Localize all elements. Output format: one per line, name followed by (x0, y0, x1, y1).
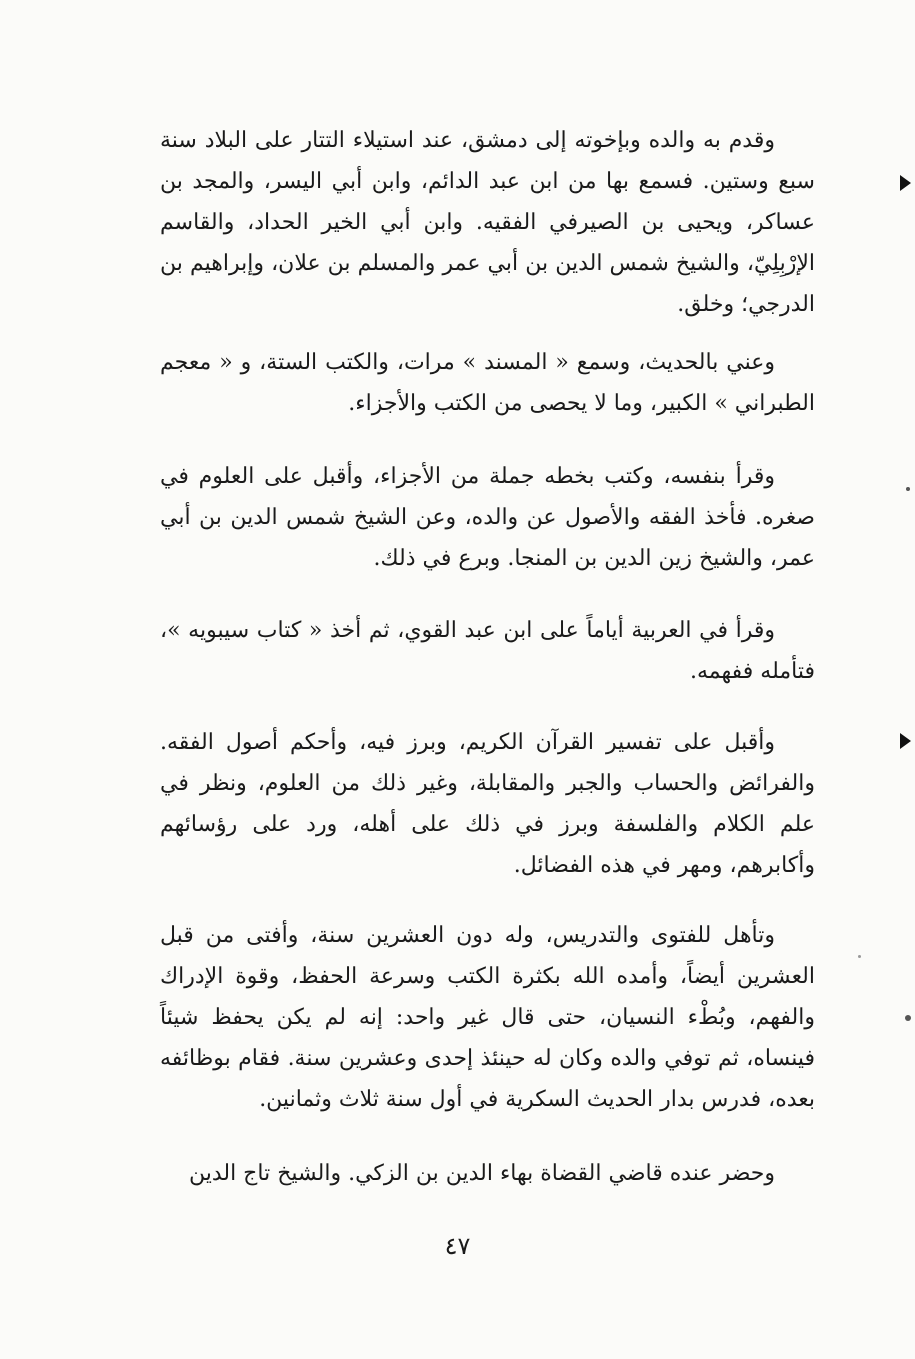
scan-speck (905, 1015, 911, 1021)
paragraph-text: وقرأ بنفسه، وكتب بخطه جملة من الأجزاء، وأقبل على العلوم في صغره. فأخذ الفقه والأصول عن والده، وعن الشيخ شمس الدين بن أبي عمر، والشيخ زين الدين بن المنجا. وبرع في ذلك. (160, 464, 815, 571)
scan-edge-mark (900, 175, 911, 191)
paragraph-text: وعني بالحديث، وسمع « المسند » مرات، والكتب الستة، و « معجم الطبراني » الكبير، وما لا يحصى من الكتب والأجزاء. (160, 350, 815, 416)
paragraph-1 (160, 120, 815, 325)
paragraph-6 (160, 915, 815, 1120)
paragraph-text: وأقبل على تفسير القرآن الكريم، وبرز فيه، وأحكم أصول الفقه. والفرائض والحساب والجبر والمقابلة، وغير ذلك من العلوم، ونظر في علم الكلام والفلسفة وبرز في ذلك على أهله، ورد على رؤسائهم وأكابرهم، ومهر في هذه الفضائل. (160, 730, 815, 878)
page-number: ٤٧ (444, 1232, 471, 1260)
paragraph-7 (160, 1153, 815, 1194)
scan-edge-mark (900, 733, 911, 749)
paragraph-text: وتأهل للفتوى والتدريس، وله دون العشرين سنة، وأفتى من قبل العشرين أيضاً، وأمده الله بكثرة الكتب وسرعة الحفظ، وقوة الإدراك والفهم، وبُطْء النسيان، حتى قال غير واحد: إنه لم يكن يحفظ شيئاً فينساه، ثم توفي والده وكان له حينئذ إحدى وعشرين سنة. فقام بوظائفه بعده، فدرس بدار الحديث السكرية في أول سنة ثلاث وثمانين. (160, 923, 815, 1112)
scan-speck (858, 955, 861, 958)
paragraph-text: وقرأ في العربية أياماً على ابن عبد القوي، ثم أخذ « كتاب سيبويه »، فتأمله ففهمه. (160, 618, 815, 684)
scan-speck (906, 487, 910, 491)
paragraph-text: وحضر عنده قاضي القضاة بهاء الدين بن الزكي. والشيخ تاج الدين (188, 1161, 775, 1186)
paragraph-4 (160, 610, 815, 692)
paragraph-2 (160, 342, 815, 424)
paragraph-text: وقدم به والده وبإخوته إلى دمشق، عند استيلاء التتار على البلاد سنة سبع وستين. فسمع بها من ابن عبد الدائم، وابن أبي اليسر، والمجد بن عساكر، ويحيى بن الصيرفي الفقيه. وابن أبي الخير الحداد، والقاسم الإرْبِلِيّ، والشيخ شمس الدين بن أبي عمر والمسلم بن علان، وإبراهيم بن الدرجي؛ وخلق. (160, 128, 815, 317)
paragraph-3 (160, 456, 815, 579)
paragraph-5 (160, 722, 815, 886)
